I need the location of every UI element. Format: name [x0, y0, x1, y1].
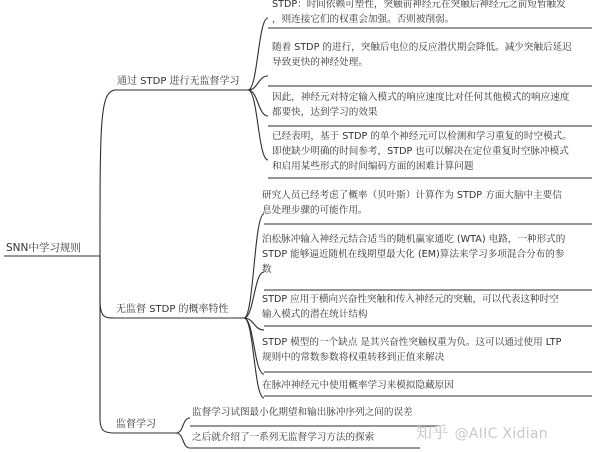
leaf-b2-3: STDP 应用于横向兴奋性突触和传入神经元的突触，可以代表这种时空 输入模式的潜在统计结构: [262, 294, 559, 320]
leaf-b2-5: 在脉冲神经元中使用概率学习来模拟隐藏原因: [262, 380, 454, 391]
leaf-b1-3: 因此，神经元对特定输入模式的响应速度比对任何其他模式的响应速度 都要快，达到学习的效果: [272, 92, 570, 118]
leaf-b1-2: 随着 STDP 的进行，突触后电位的反应潜伏期会降低。减少突触后延迟 导致更快的神经处理。: [272, 42, 572, 68]
leaf-b3-2: 之后就介绍了一系列无监督学习方法的探索: [192, 432, 375, 443]
leaf-b2-1: 研究人员已经考虑了概率（贝叶斯）计算作为 STDP 方面大脑中主要信 息处理步骤的可能作用。: [262, 190, 562, 216]
connector-root-branch-3: [100, 256, 170, 433]
watermark-brand: 知乎: [416, 423, 449, 442]
connector-b1-leaf-1: [240, 18, 268, 90]
leaf-b1-1: STDP：时间依赖可塑性，突触前神经元在突触后神经元之前短暂触发 ，则连接它们的权重会加强。否则被削弱。: [272, 0, 566, 25]
root-node: SNN中学习规则: [6, 242, 81, 254]
leaf-b1-4: 已经表明，基于 STDP 的单个神经元可以检测和学习重复的时空模式。 即使缺少明确的时间参考，STDP 也可以解决在定位重复时空脉冲模式 和启用某些形式的时间编码方面的困难计算问题: [272, 131, 572, 172]
watermark-handle: @AIIC Xidian: [454, 426, 548, 442]
connector-b3-leaf-2: [170, 433, 190, 448]
branch-supervised-learning: 监督学习: [116, 419, 156, 430]
connector-b2-leaf-5: [240, 318, 264, 398]
connector-b2-leaf-2: [240, 272, 264, 318]
leaf-b3-1: 监督学习试图最小化期望和输出脉冲序列之间的误差: [192, 407, 413, 418]
connector-root-branch-1: [100, 90, 240, 256]
branch-probabilistic-stdp: 无监督 STDP 的概率特性: [116, 304, 229, 315]
connector-b2-leaf-3: [240, 318, 264, 330]
connector-b3-leaf-1: [170, 418, 190, 433]
connector-b1-leaf-4: [240, 90, 268, 160]
watermark: [416, 420, 598, 446]
leaf-b2-2: 泊松脉冲输入神经元结合适当的随机赢家通吃 (WTA) 电路，一种形式的 STDP 能够逼近随机在线期望最大化 (EM)算法来学习多项混合分布的参 数: [262, 234, 566, 275]
leaf-b2-4: STDP 模型的一个缺点 是其兴奋性突触权重为负。这可以通过使用 LTP 规则中的常数参数将权重转移到正值来解决: [262, 337, 562, 363]
branch-unsupervised-stdp: 通过 STDP 进行无监督学习: [117, 76, 240, 87]
